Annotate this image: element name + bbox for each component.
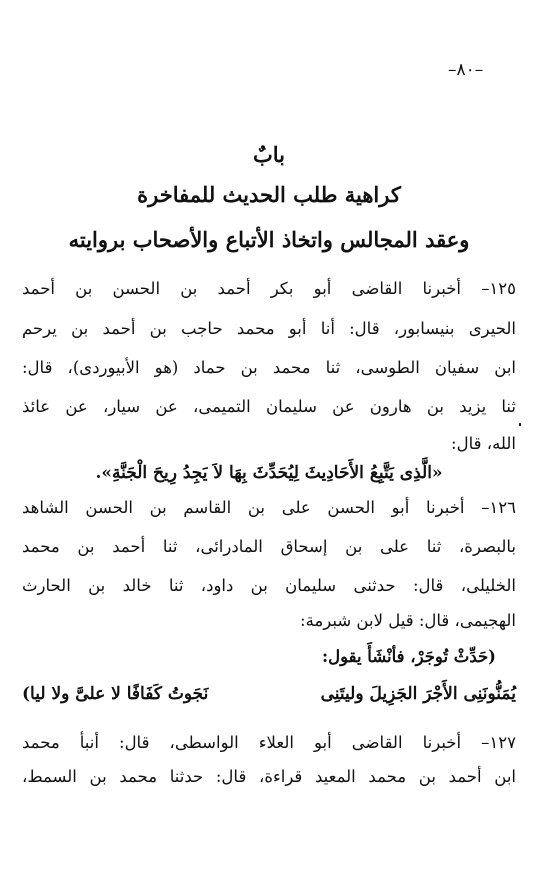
hadith-text: «الَّذِى يَتَّبِعُ الأَحَادِيثَ لِيُحَدِّثَ بِهَا لاَ يَجِدُ رِيحَ الْجَنَّةِ». (95, 463, 443, 483)
text-line-10: الهجيمى، قال: قيل لابن شبرمة: (300, 611, 516, 630)
chapter-label: بابٌ (252, 142, 285, 167)
chapter-title-line-2: وعقد المجالس واتخاذ الأتباع والأصحاب بروايته (68, 227, 470, 252)
text-line-4: ثنا يزيد بن هارون عن سليمان التميمى، عن سيار، عن عائذ (22, 397, 516, 416)
text-line-1: ١٢٥– أخبرنا القاضى أبو بكر أحمد بن الحسن بن أحمد (22, 279, 516, 298)
text-line-12: ١٢٧– أخبرنا القاضى أبو العلاء الواسطى، قال: أنبأ محمد (22, 733, 516, 752)
text-line-5: الله، قال: (451, 434, 516, 453)
text-line-8: بالبصرة، ثنا على بن إسحاق المادرائى، ثنا أحمد بن محمد (22, 537, 516, 556)
chapter-title-line-1: كراهية طلب الحديث للمفاخرة (137, 182, 401, 207)
text-line-3: ابن سفيان الطوسى، ثنا محمد بن حماد (هو الأبيوردى)، قال: (22, 358, 516, 377)
print-speck (519, 423, 521, 426)
page-number: –٨٠– (448, 60, 484, 80)
poem-intro: (حَدِّثْ تُوجَرْ، فأنْشَأَ يقول: (322, 647, 496, 666)
text-line-2: الحيرى بنيسابور، قال: أنا أبو محمد حاجب بن أحمد بن يرحم (22, 319, 516, 338)
text-line-7: ١٢٦– أخبرنا أبو الحسن على بن القاسم بن الحسن الشاهد (22, 498, 516, 517)
text-line-13: ابن أحمد بن محمد المعيد قراءة، قال: حدثنا محمد بن السمط، (22, 767, 516, 786)
verse-first-hemistich: يُمَنُّونَنِى الأَجْرَ الجَزِيلَ وليتَنِى (320, 684, 516, 704)
text-line-9: الخليلى، قال: حدثنى سليمان بن داود، ثنا خالد بن الحارث (22, 576, 516, 595)
verse-second-hemistich: نَجَوتُ كَفَافًا لا علىَّ ولا ليا) (22, 684, 209, 704)
